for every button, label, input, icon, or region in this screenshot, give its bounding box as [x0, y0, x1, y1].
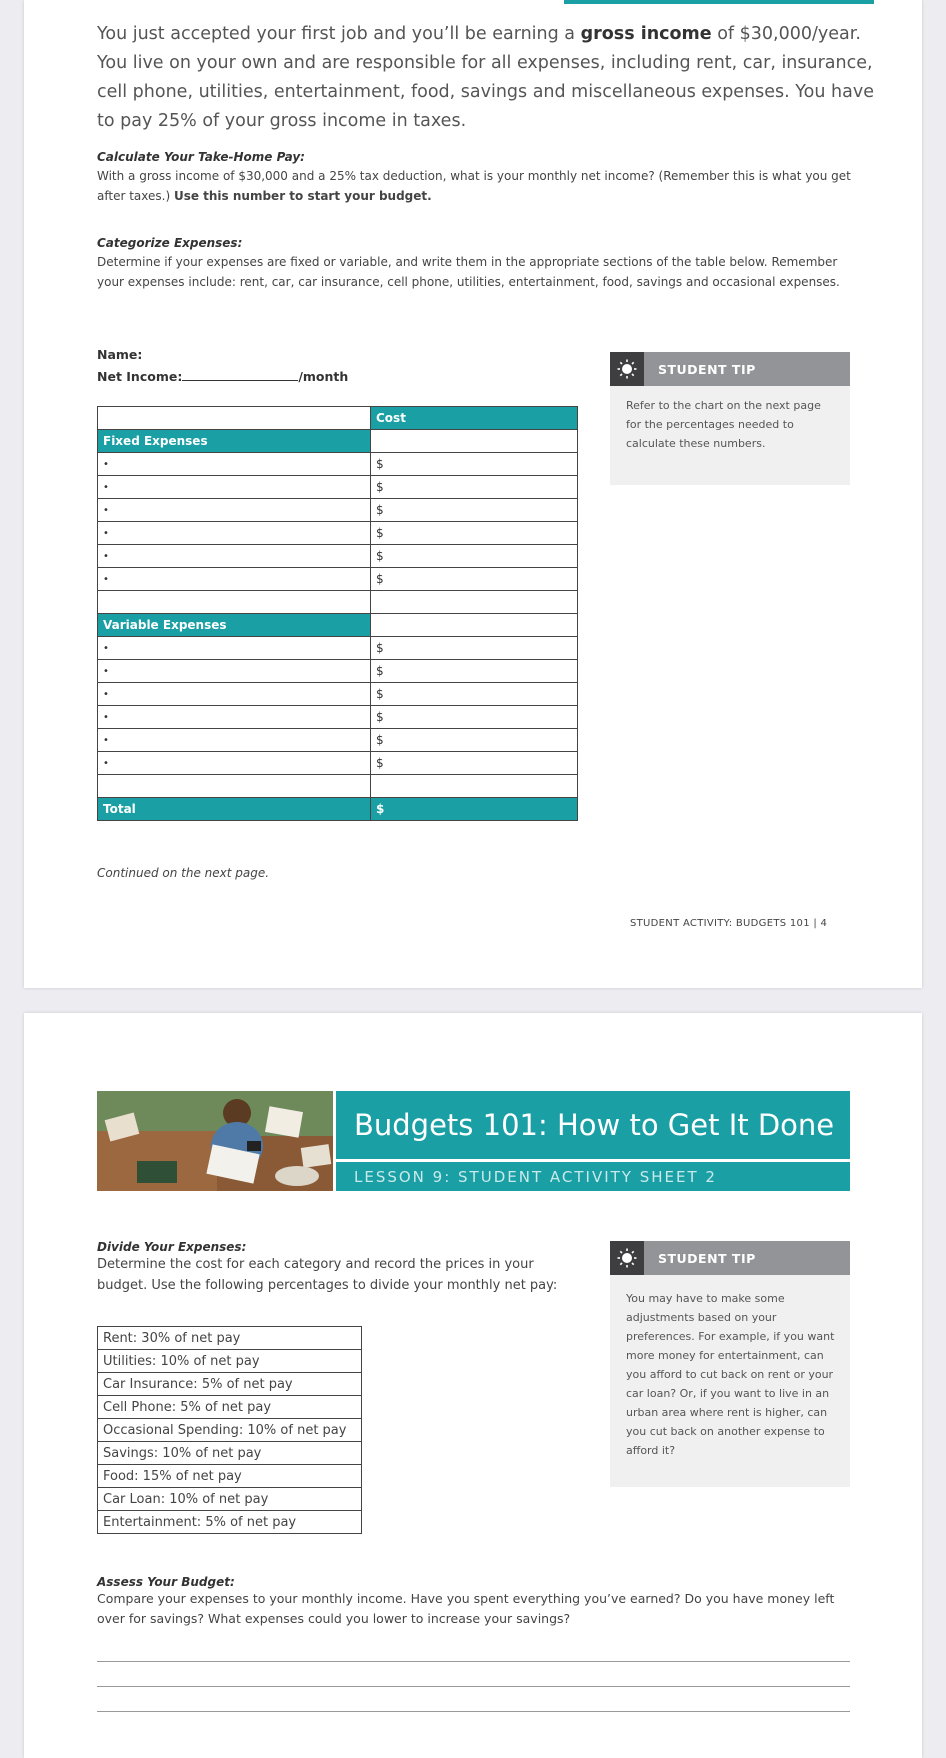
cost-field[interactable]: $ [371, 453, 578, 476]
table-row [98, 706, 578, 729]
student-tip-header [610, 1241, 850, 1275]
divide-text: Determine the cost for each category and record the prices in your budget. Use the following percentages to divide your monthly net pay: [97, 1257, 558, 1293]
lesson-title: Budgets 101: How to Get It Done [336, 1091, 850, 1159]
categorize-section [97, 236, 857, 292]
table-row [98, 476, 578, 499]
lesson-subtitle: LESSON 9: STUDENT ACTIVITY SHEET 2 [336, 1162, 850, 1191]
worksheet-page-4 [24, 0, 922, 988]
calculate-title: Calculate Your Take-Home Pay: [97, 150, 305, 164]
intro-text-2: of $30,000/year. You live on your own and are responsible for all expenses, including rent, car, insurance, cell phone, utilities, entertainment, food, savings and miscellaneous expenses. You have to pay 25% of your gross income in taxes. [97, 24, 874, 131]
student-tip-box [610, 352, 850, 485]
expense-item-field[interactable]: • [98, 637, 371, 660]
table-row [98, 591, 578, 614]
cost-field[interactable]: $ [371, 476, 578, 499]
expense-item-field[interactable]: • [98, 706, 371, 729]
student-tip-title: STUDENT TIP [658, 1250, 756, 1266]
table-row [98, 522, 578, 545]
percentage-item: Car Insurance: 5% of net pay [98, 1373, 362, 1396]
expense-item-field[interactable]: • [98, 453, 371, 476]
cost-header: Cost [371, 407, 578, 430]
total-label: Total [98, 798, 371, 821]
table-row [98, 1465, 362, 1488]
banner-photo [97, 1091, 333, 1191]
table-row [98, 752, 578, 775]
expense-item-field[interactable]: • [98, 752, 371, 775]
expense-item-field[interactable]: • [98, 568, 371, 591]
cost-field[interactable]: $ [371, 752, 578, 775]
table-row [98, 1350, 362, 1373]
table-row [98, 430, 578, 453]
net-income-line [97, 368, 348, 384]
expense-item-field[interactable]: • [98, 545, 371, 568]
percentage-item: Cell Phone: 5% of net pay [98, 1396, 362, 1419]
cost-field[interactable]: $ [371, 499, 578, 522]
divide-section [97, 1240, 567, 1296]
percentage-item: Rent: 30% of net pay [98, 1327, 362, 1350]
cost-field[interactable]: $ [371, 637, 578, 660]
calculate-section [97, 150, 857, 206]
student-tip-box-2 [610, 1241, 850, 1487]
net-income-blank[interactable] [182, 368, 298, 381]
table-row [98, 1511, 362, 1534]
net-income-label: Net Income: [97, 369, 183, 384]
expense-item-field[interactable]: • [98, 522, 371, 545]
table-row [98, 1419, 362, 1442]
worksheet-page-5 [24, 1013, 922, 1758]
percentage-item: Savings: 10% of net pay [98, 1442, 362, 1465]
table-row [98, 660, 578, 683]
table-row [98, 1488, 362, 1511]
table-row [98, 407, 578, 430]
top-accent-bar [564, 0, 874, 4]
table-row [98, 798, 578, 821]
student-tip-header [610, 352, 850, 386]
table-row [98, 683, 578, 706]
expense-item-field[interactable]: • [98, 683, 371, 706]
percentage-item: Car Loan: 10% of net pay [98, 1488, 362, 1511]
expense-table [97, 406, 578, 821]
percentage-item: Entertainment: 5% of net pay [98, 1511, 362, 1534]
assess-text: Compare your expenses to your monthly income. Have you spent everything you’ve earned? Do you have money left over for savings? What expenses could you lower to increase your savings? [97, 1591, 835, 1626]
expense-item-field[interactable]: • [98, 660, 371, 683]
page-footer: STUDENT ACTIVITY: BUDGETS 101 | 4 [630, 918, 828, 929]
table-row [98, 775, 578, 798]
percentage-table [97, 1326, 362, 1534]
categorize-title: Categorize Expenses: [97, 236, 243, 250]
cost-field[interactable]: $ [371, 729, 578, 752]
variable-expenses-header: Variable Expenses [98, 614, 371, 637]
table-row [98, 614, 578, 637]
intro-text-1: You just accepted your first job and you’ll be earning a [97, 24, 581, 44]
total-cost-field[interactable]: $ [371, 798, 578, 821]
student-tip-text: Refer to the chart on the next page for the percentages needed to calculate these numbers. [626, 399, 821, 450]
table-row [98, 1396, 362, 1419]
categorize-text: Determine if your expenses are fixed or variable, and write them in the appropriate sections of the table below. Remember your expenses include: rent, car, car insurance, cell phone, utilities, entertainment, food, savings and occasional expenses. [97, 255, 840, 289]
table-row [98, 729, 578, 752]
calculate-bold: Use this number to start your budget. [173, 189, 432, 203]
lightbulb-icon [610, 352, 644, 386]
fixed-expenses-header: Fixed Expenses [98, 430, 371, 453]
calculate-text [97, 166, 857, 206]
answer-line[interactable] [97, 1686, 850, 1687]
table-row [98, 499, 578, 522]
continued-note: Continued on the next page. [97, 866, 270, 880]
expense-item-field[interactable]: • [98, 499, 371, 522]
table-row [98, 1442, 362, 1465]
cost-field[interactable]: $ [371, 522, 578, 545]
table-row [98, 1327, 362, 1350]
cost-field[interactable]: $ [371, 660, 578, 683]
cost-field[interactable]: $ [371, 706, 578, 729]
divide-title: Divide Your Expenses: [97, 1240, 247, 1254]
per-month-label: /month [298, 369, 349, 384]
assess-section [97, 1575, 862, 1629]
student-tip-title: STUDENT TIP [658, 361, 756, 377]
intro-bold: gross income [580, 24, 712, 44]
percentage-item: Food: 15% of net pay [98, 1465, 362, 1488]
table-row [98, 1373, 362, 1396]
table-row [98, 453, 578, 476]
expense-item-field[interactable]: • [98, 729, 371, 752]
answer-line[interactable] [97, 1711, 850, 1712]
cost-field[interactable]: $ [371, 568, 578, 591]
cost-field[interactable]: $ [371, 545, 578, 568]
student-tip-text: You may have to make some adjustments based on your preferences. For example, if you want more money for entertainment, can you afford to cut back on rent or your car loan? Or, if you want to live in an urban area where rent is higher, can you cut back on another expense to afford it? [626, 1292, 835, 1457]
table-row [98, 545, 578, 568]
calculate-body: With a gross income of $30,000 and a 25% tax deduction, what is your monthly net income? (Remember this is what you get after taxes.) [97, 169, 851, 203]
assess-title: Assess Your Budget: [97, 1575, 235, 1589]
cost-field[interactable]: $ [371, 683, 578, 706]
table-row [98, 568, 578, 591]
table-row [98, 637, 578, 660]
answer-line[interactable] [97, 1661, 850, 1662]
intro-paragraph [97, 20, 877, 136]
percentage-item: Utilities: 10% of net pay [98, 1350, 362, 1373]
expense-item-field[interactable]: • [98, 476, 371, 499]
percentage-item: Occasional Spending: 10% of net pay [98, 1419, 362, 1442]
lightbulb-icon [610, 1241, 644, 1275]
name-label: Name: [97, 347, 143, 362]
